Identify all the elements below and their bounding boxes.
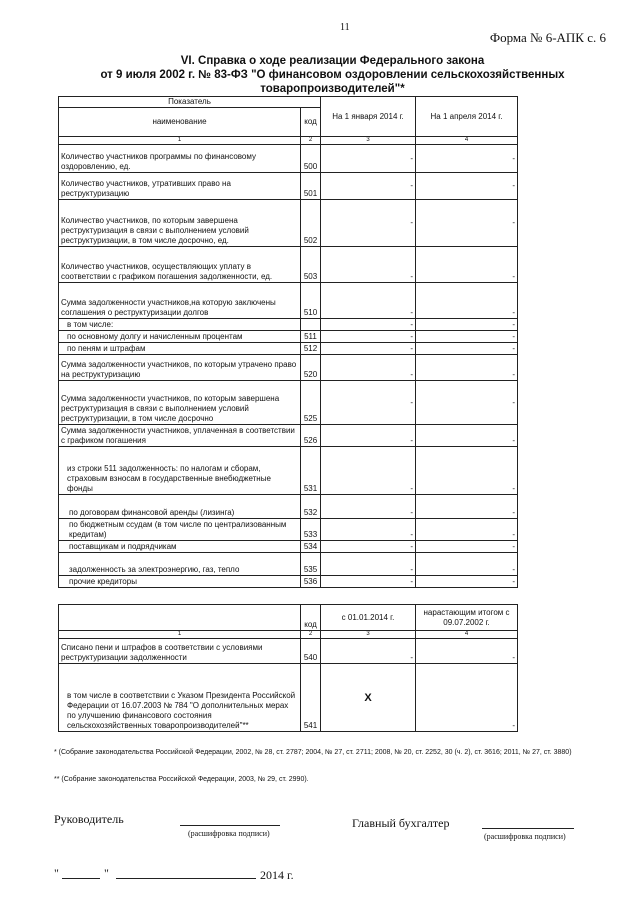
row-value-apr: - [416,331,518,343]
header-col4: нарастающим итогом с 09.07.2002 г. [416,605,518,631]
row-code [301,319,321,331]
header-col3: На 1 января 2014 г. [321,97,416,137]
row-name: Сумма задолженности участников,на которую заключены соглашения о реструктуризации долгов [59,283,301,319]
row-name: Сумма задолженности участников, по которым завершена реструктуризация в связи с выполнением условий реструктуризации, в том числе досрочно [59,381,301,425]
header-name: наименование [59,108,301,137]
row-value-jan: - [321,447,416,495]
date-month-line [116,878,256,879]
row-name: Количество участников, утративших право на реструктуризацию [59,173,301,200]
row-code: 502 [301,200,321,247]
header-col4: На 1 апреля 2014 г. [416,97,518,137]
row-value-apr: - [416,425,518,447]
row-value-apr: - [416,173,518,200]
date-open-quote: " [54,866,59,880]
row-code: 510 [301,283,321,319]
colnum-3: 3 [321,137,416,145]
row-value-apr: - [416,576,518,588]
row-name: прочие кредиторы [59,576,301,588]
row-value-apr: - [416,519,518,541]
header-col3: с 01.01.2014 г. [321,605,416,631]
table-row [59,145,518,173]
head-signature-line [180,825,280,826]
row-name: Списано пени и штрафов в соответствии с условиями реструктуризации задолженности [59,639,301,664]
title-line-2: от 9 июля 2002 г. № 83-ФЗ "О финансовом оздоровлении сельскохозяйственных [100,69,565,81]
colnum-3: 3 [321,631,416,639]
colnum-1: 1 [59,631,301,639]
row-value-apr: - [416,381,518,425]
row-value-jan: - [321,173,416,200]
footnote-2: ** (Собрание законодательства Российской Федерации, 2003, № 29, ст. 2990). [54,776,309,783]
head-label: Руководитель [54,812,124,826]
date-year: 2014 г. [260,868,294,882]
title-line-3: товаропроизводителей"* [260,83,405,95]
row-value-jan: - [321,247,416,283]
row-value-jan: - [321,200,416,247]
row-value-period: X [321,664,416,732]
row-value-jan: - [321,553,416,576]
colnum-1: 1 [59,137,301,145]
row-name: Количество участников, по которым завершена реструктуризация в связи с выполнением условий реструктуризации, в том числе досрочно, ед. [59,200,301,247]
row-value-jan: - [321,425,416,447]
row-name: Сумма задолженности участников, уплаченная в соответствии с графиком погашения [59,425,301,447]
row-value-jan: - [321,541,416,553]
table-row [59,495,518,519]
table-row [59,355,518,381]
accountant-caption: (расшифровка подписи) [484,832,566,841]
section-title [60,54,605,96]
table-row [59,283,518,319]
head-caption: (расшифровка подписи) [188,829,270,838]
row-code: 503 [301,247,321,283]
row-value-apr: - [416,447,518,495]
row-name: по договорам финансовой аренды (лизинга) [59,495,301,519]
row-name: из строки 511 задолженность: по налогам и сборам, страховым взносам в государственные внебюджетные фонды [59,447,301,495]
row-name: по пеням и штрафам [59,343,301,355]
table-row [59,200,518,247]
table-row [59,425,518,447]
row-value-apr: - [416,495,518,519]
row-code: 525 [301,381,321,425]
row-value-apr: - [416,200,518,247]
row-value-jan: - [321,355,416,381]
row-name: в том числе в соответствии с Указом Президента Российской Федерации от 16.07.2003 № 784 "О дополнительных мерах по улучшению финансового состояния сельскохозяйственных товаропроизводителей"** [59,664,301,732]
footnote-1: * (Собрание законодательства Российской Федерации, 2002, № 28, ст. 2787; 2004, № 27, ст. 2711; 2008, № 20, ст. 2252, 30 (ч. 2), ст. 3616; 2011, № 27, ст. 3880) [54,749,572,756]
row-value-apr: - [416,355,518,381]
row-value-jan: - [321,319,416,331]
row-value-cumulative: - [416,664,518,732]
colnum-2: 2 [301,137,321,145]
table-row [59,343,518,355]
table-row [59,247,518,283]
row-code: 512 [301,343,321,355]
row-code: 520 [301,355,321,381]
row-code: 541 [301,664,321,732]
row-code: 531 [301,447,321,495]
row-value-apr: - [416,247,518,283]
date-close-quote: " [104,866,109,880]
row-name: по бюджетным ссудам (в том числе по централизованным кредитам) [59,519,301,541]
row-code: 535 [301,553,321,576]
row-code: 540 [301,639,321,664]
row-value-apr: - [416,145,518,173]
table-row [59,447,518,495]
row-code: 526 [301,425,321,447]
form-label: Форма № 6-АПК с. 6 [489,30,606,45]
colnum-2: 2 [301,631,321,639]
row-code: 532 [301,495,321,519]
row-value-jan: - [321,381,416,425]
table-restructuring [58,96,518,588]
table-row [59,664,518,732]
header-code: код [301,605,321,631]
row-code: 536 [301,576,321,588]
row-value-jan: - [321,331,416,343]
header-empty [59,605,301,631]
row-value-jan: - [321,283,416,319]
row-name: задолженность за электроэнергию, газ, тепло [59,553,301,576]
table-row [59,639,518,664]
page-number: 11 [340,22,350,33]
row-name: Сумма задолженности участников, по которым утрачено право на реструктуризацию [59,355,301,381]
row-value-cumulative: - [416,639,518,664]
table-row [59,553,518,576]
row-value-apr: - [416,283,518,319]
title-line-1: VI. Справка о ходе реализации Федерального закона [180,55,485,67]
row-value-jan: - [321,343,416,355]
row-name: поставщикам и подрядчикам [59,541,301,553]
row-name: Количество участников, осуществляющих уплату в соответствии с графиком погашения задолженности, ед. [59,247,301,283]
colnum-4: 4 [416,137,518,145]
row-code: 501 [301,173,321,200]
row-value-apr: - [416,553,518,576]
row-code: 534 [301,541,321,553]
row-value-jan: - [321,519,416,541]
row-code: 533 [301,519,321,541]
table-penalties [58,604,518,732]
header-code: код [301,108,321,137]
table-row [59,576,518,588]
row-name: Количество участников программы по финансовому оздоровлению, ед. [59,145,301,173]
row-code: 500 [301,145,321,173]
row-value-apr: - [416,343,518,355]
row-code: 511 [301,331,321,343]
row-value-jan: - [321,576,416,588]
row-value-jan: - [321,495,416,519]
colnum-4: 4 [416,631,518,639]
accountant-label: Главный бухгалтер [352,816,450,830]
row-value-apr: - [416,319,518,331]
row-value-period: - [321,639,416,664]
date-day-line [62,878,100,879]
table-row [59,519,518,541]
table-row [59,381,518,425]
header-indicator: Показатель [59,97,321,108]
row-value-apr: - [416,541,518,553]
table-row [59,319,518,331]
row-name: по основному долгу и начисленным процентам [59,331,301,343]
table-row [59,173,518,200]
row-value-jan: - [321,145,416,173]
table-row [59,541,518,553]
table-row [59,331,518,343]
accountant-signature-line [482,828,574,829]
row-name: в том числе: [59,319,301,331]
